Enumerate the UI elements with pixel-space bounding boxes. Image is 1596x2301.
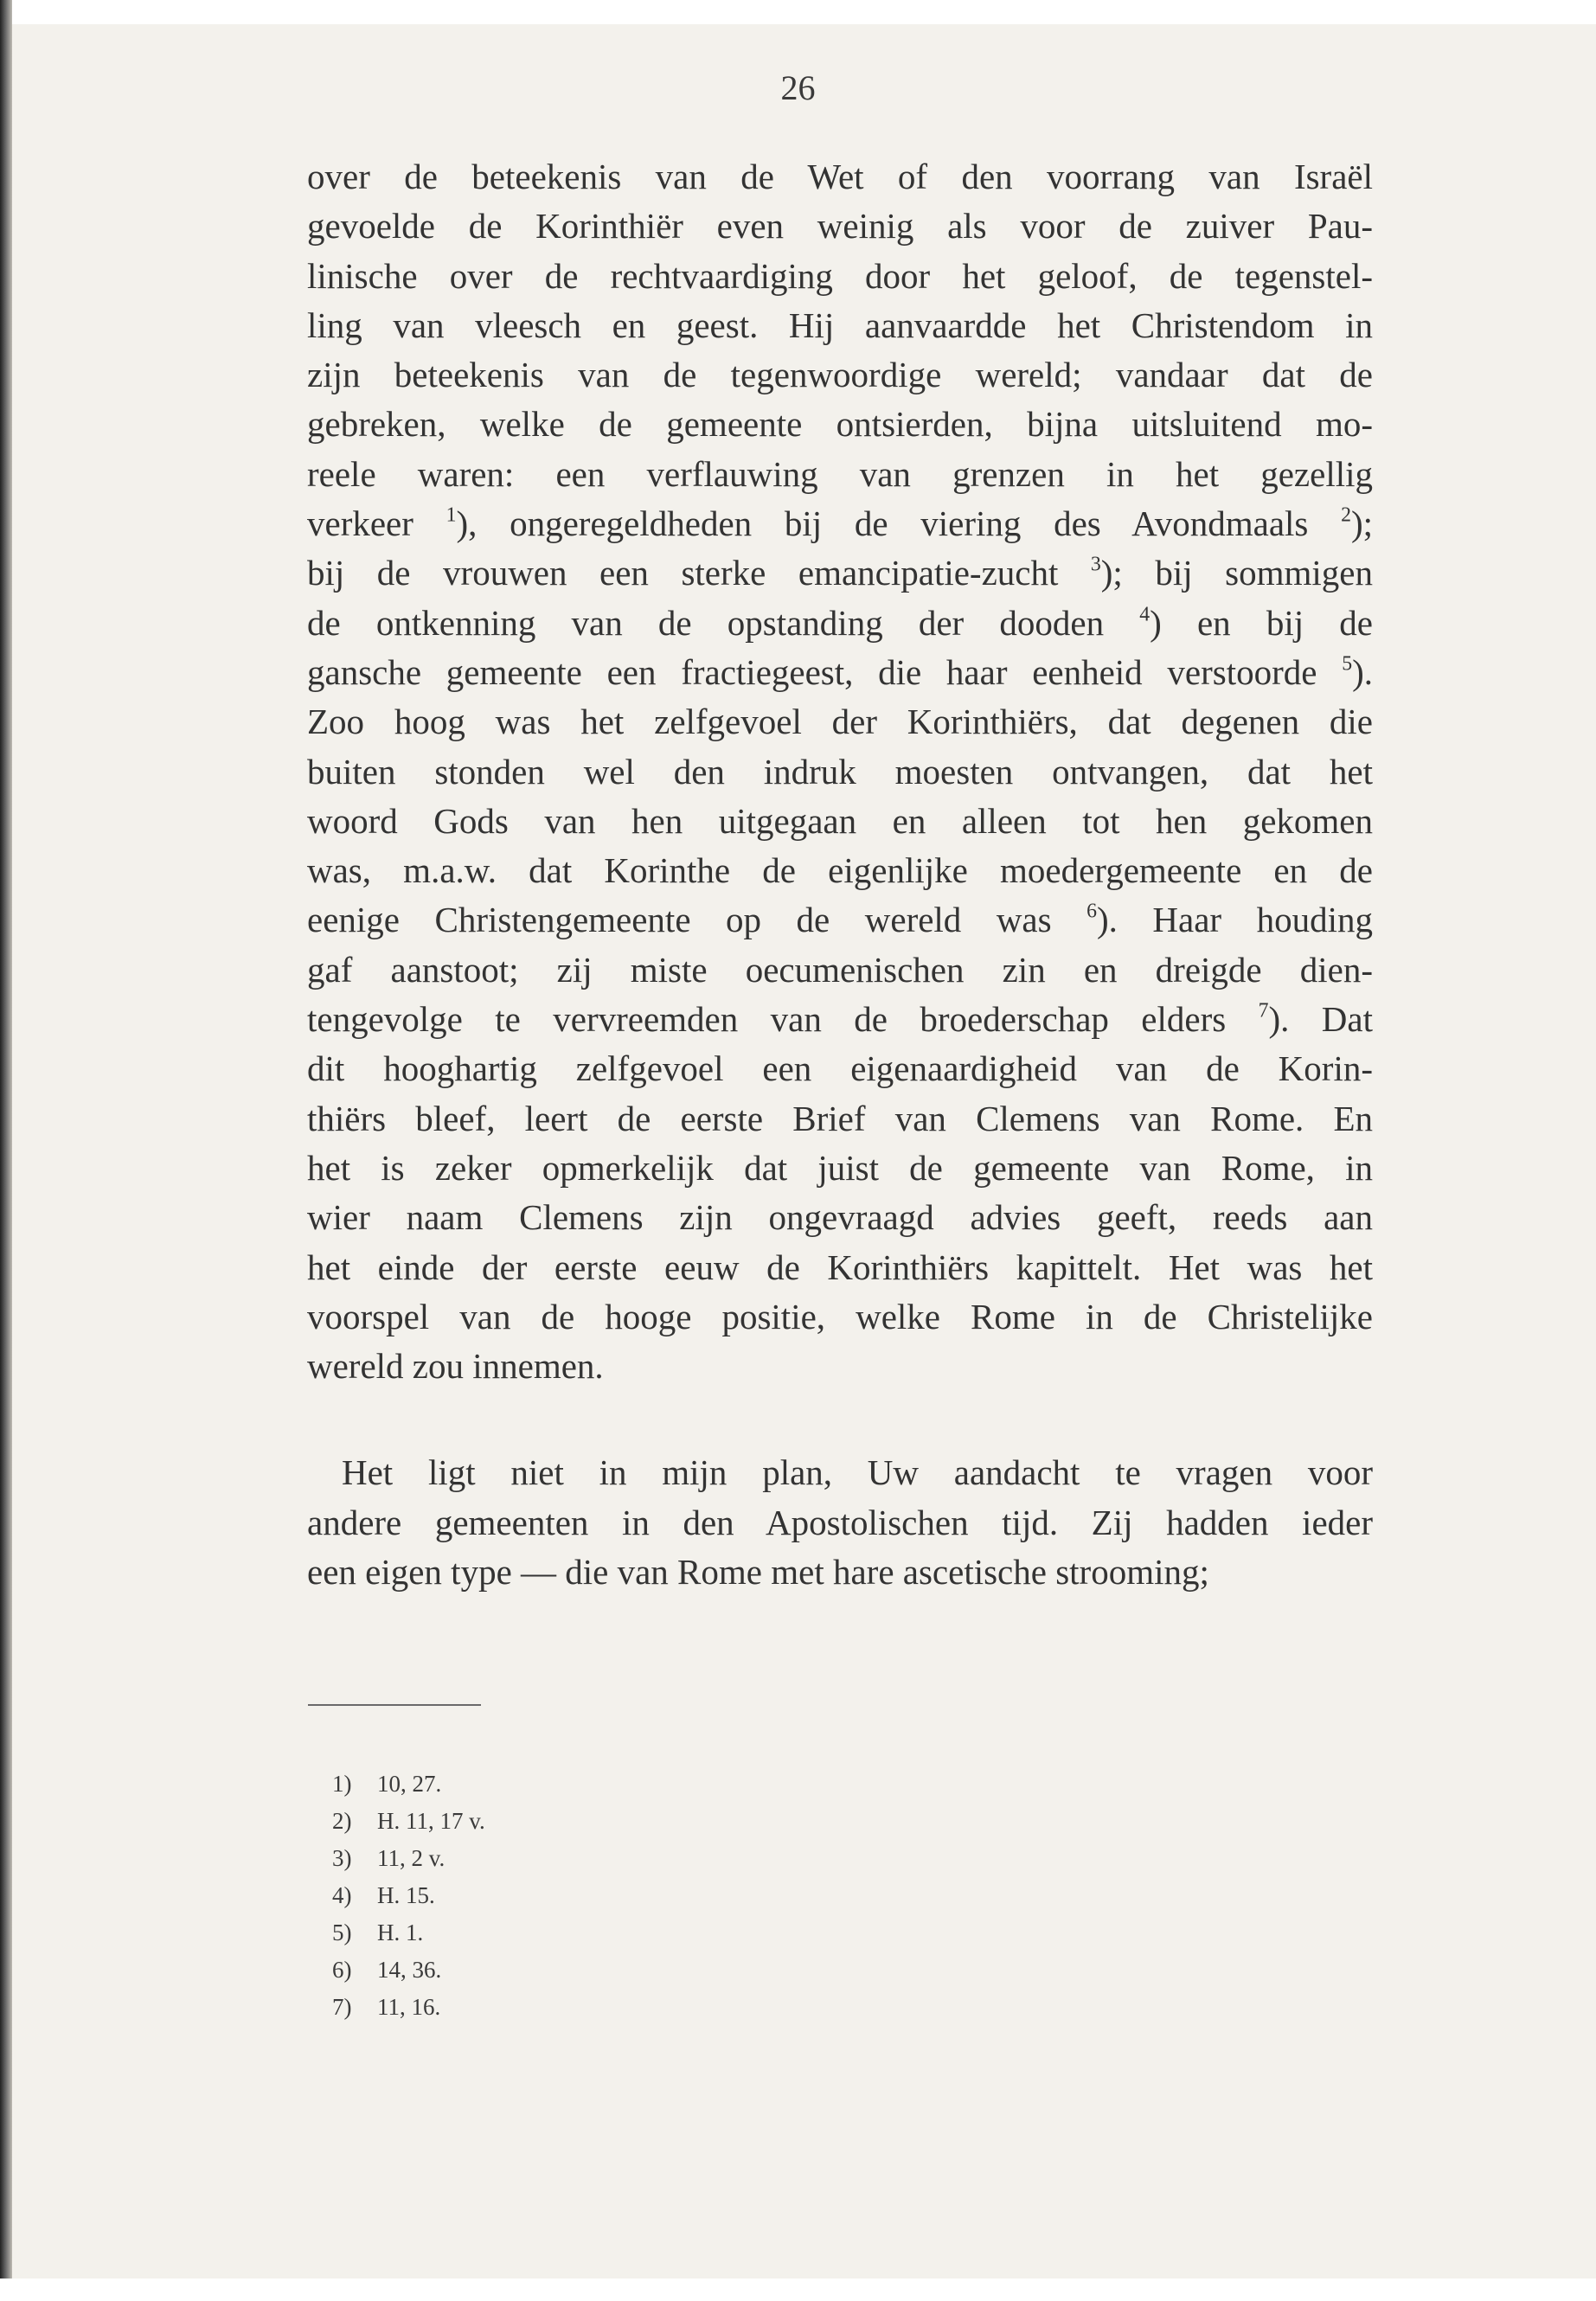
text-line	[307, 1044, 1373, 1093]
paragraph-2	[307, 1448, 1373, 1597]
paragraph-gap	[307, 1391, 1373, 1448]
text-line	[307, 846, 1373, 895]
scan-top-margin	[0, 0, 1596, 24]
text-segment: gansche gemeente een fractiegeest, die haar eenheid verstoorde	[307, 651, 1343, 692]
footnote-text: 10, 27.	[377, 1771, 442, 1797]
footnote-text: H. 1.	[377, 1920, 424, 1945]
text-segment: de ontkenning van de opstanding der dooden	[307, 602, 1140, 643]
footnote	[332, 1877, 485, 1914]
footnote-divider	[308, 1704, 481, 1706]
text-segment: gaf aanstoot; zij miste oecumenischen zin en dreigde dien-	[307, 949, 1373, 990]
footnote-reference: 1	[445, 503, 457, 527]
text-line	[307, 252, 1373, 301]
text-segment: over de beteekenis van de Wet of den voorrang van Israël	[307, 157, 1373, 196]
text-segment: thiërs bleef, leert de eerste Brief van Clemens van Rome. En	[307, 1098, 1373, 1138]
text-line	[307, 599, 1373, 648]
paragraph-1	[307, 152, 1373, 1391]
footnote-text: 11, 16.	[377, 1994, 441, 2020]
text-line	[307, 1448, 1373, 1497]
text-segment: gevoelde de Korinthiër even weinig als voor de zuiver Pau-	[307, 206, 1373, 247]
text-segment: ) en bij de	[1150, 602, 1373, 643]
text-segment: gebreken, welke de gemeente ontsierden, bijna uitsluitend mo-	[307, 404, 1373, 445]
footnote-reference: 4	[1139, 603, 1151, 626]
footnote	[332, 1989, 485, 2026]
footnote	[332, 1914, 485, 1952]
text-segment: woord Gods van hen uitgegaan en alleen tot hen gekomen	[307, 800, 1373, 841]
footnote-reference: 5	[1342, 652, 1353, 676]
footnote-mark: 2)	[332, 1808, 352, 1834]
text-segment: voorspel van de hooge positie, welke Rome in de Christelijke	[307, 1296, 1373, 1336]
text-segment: Het ligt niet in mijn plan, Uw aandacht te vragen voor	[342, 1452, 1373, 1493]
text-segment: het einde der eerste eeuw de Korinthiërs kapittelt. Het was het	[307, 1247, 1373, 1287]
text-segment: Zoo hoog was het zelfgevoel der Korinthiërs, dat degenen die	[307, 702, 1373, 742]
text-line	[307, 450, 1373, 499]
text-segment: een eigen type — die van Rome met hare ascetische strooming;	[307, 1552, 1209, 1593]
text-line	[307, 895, 1373, 945]
text-line	[307, 350, 1373, 400]
scan-bottom-margin	[0, 2279, 1596, 2301]
footnote-mark: 6)	[332, 1957, 352, 1983]
text-segment: bij de vrouwen een sterke emancipatie-zucht	[307, 553, 1091, 593]
text-segment: wier naam Clemens zijn ongevraagd advies geeft, reeds aan	[307, 1197, 1373, 1238]
text-segment: was, m.a.w. dat Korinthe de eigenlijke moedergemeente en de	[307, 850, 1373, 891]
text-line	[307, 1144, 1373, 1193]
footnote-reference: 3	[1090, 553, 1101, 576]
text-line	[307, 995, 1373, 1044]
text-line	[307, 548, 1373, 598]
text-segment: zijn beteekenis van de tegenwoordige wereld; vandaar dat de	[307, 355, 1373, 395]
text-segment: );	[1350, 503, 1373, 544]
text-line	[307, 1243, 1373, 1292]
text-segment: reele waren: een verflauwing van grenzen in het gezellig	[307, 453, 1373, 494]
text-line	[307, 747, 1373, 797]
footnote-mark: 1)	[332, 1771, 352, 1797]
page-number: 26	[780, 68, 816, 107]
text-line	[307, 797, 1373, 846]
text-segment: eenige Christengemeente op de wereld was	[307, 900, 1087, 940]
text-segment: andere gemeenten in den Apostolischen tijd. Zij hadden ieder	[307, 1502, 1373, 1542]
footnote-text: 14, 36.	[377, 1957, 442, 1983]
footnote-text: H. 15.	[377, 1882, 435, 1908]
text-line	[307, 697, 1373, 747]
footnote-reference: 7	[1258, 999, 1269, 1022]
text-line	[307, 1193, 1373, 1242]
binding-edge-shadow	[0, 0, 12, 2301]
text-line	[307, 499, 1373, 548]
text-segment: ).	[1352, 651, 1373, 692]
text-line	[307, 945, 1373, 995]
text-segment: tengevolge te vervreemden van de broederschap elders	[307, 999, 1259, 1040]
text-segment: linische over de rechtvaardiging door het geloof, de tegenstel-	[307, 255, 1373, 296]
text-segment: dit hooghartig zelfgevoel een eigenaardigheid van de Korin-	[307, 1048, 1373, 1089]
footnote-reference: 6	[1086, 900, 1097, 923]
text-line	[307, 301, 1373, 350]
footnote-mark: 7)	[332, 1994, 352, 2020]
text-line	[307, 202, 1373, 251]
footnote-text: H. 11, 17 v.	[377, 1808, 485, 1834]
text-segment: het is zeker opmerkelijk dat juist de gemeente van Rome, in	[307, 1147, 1373, 1188]
footnote-text: 11, 2 v.	[377, 1845, 445, 1871]
footnote-reference: 2	[1341, 503, 1351, 527]
text-line	[307, 648, 1373, 697]
footnote	[332, 1766, 485, 1803]
text-segment: verkeer	[307, 503, 446, 544]
footnote-mark: 4)	[332, 1882, 352, 1908]
text-segment: buiten stonden wel den indruk moesten ontvangen, dat het	[307, 751, 1373, 792]
text-line	[307, 1094, 1373, 1144]
footnote	[332, 1840, 485, 1877]
text-segment: wereld zou innemen.	[307, 1346, 604, 1387]
body-text	[307, 152, 1373, 1597]
footnote	[332, 1803, 485, 1840]
text-line	[307, 400, 1373, 449]
footnote	[332, 1952, 485, 1989]
text-segment: ). Dat	[1268, 999, 1373, 1040]
text-line	[307, 1292, 1373, 1342]
text-segment: ling van vleesch en geest. Hij aanvaardde het Christendom in	[307, 304, 1373, 345]
text-line	[307, 1342, 1373, 1391]
text-segment: ); bij sommigen	[1100, 553, 1373, 593]
footnote-mark: 5)	[332, 1920, 352, 1945]
text-line	[307, 1498, 1373, 1548]
text-line	[307, 152, 1373, 202]
footnote-mark: 3)	[332, 1845, 352, 1871]
text-segment: ). Haar houding	[1097, 900, 1373, 940]
text-line	[307, 1548, 1373, 1597]
text-segment: ), ongeregeldheden bij de viering des Avondmaals	[456, 503, 1342, 544]
footnotes	[332, 1766, 485, 2026]
